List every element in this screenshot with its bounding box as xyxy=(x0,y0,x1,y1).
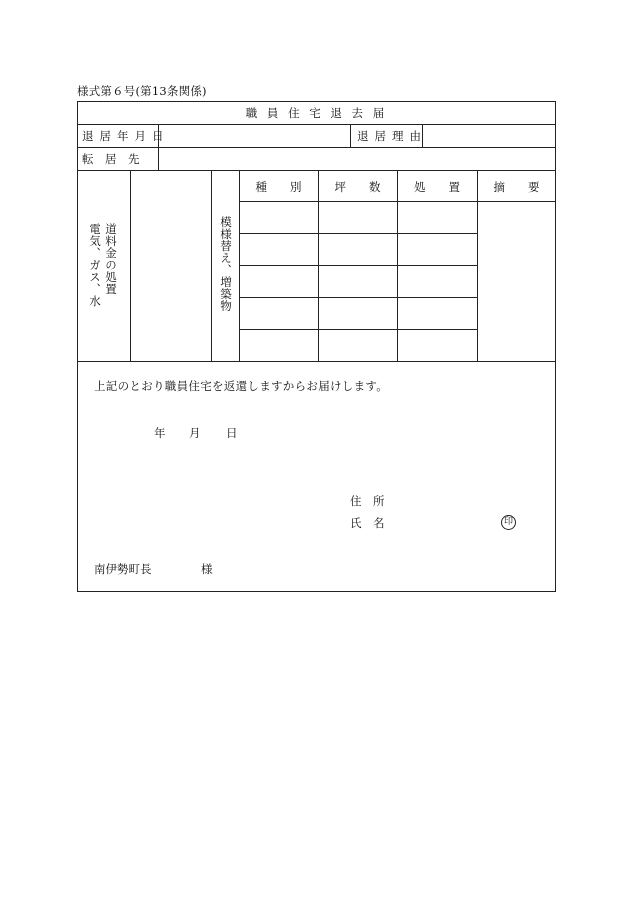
utilities-label-line1: 道料金の処置 xyxy=(104,223,118,295)
move-out-date-field[interactable] xyxy=(160,126,348,145)
divider xyxy=(239,233,477,234)
divider xyxy=(239,329,477,330)
divider xyxy=(77,147,556,148)
form-number-label: 様式第６号(第13条関係) xyxy=(77,84,207,98)
utilities-label-line2: 電気、ガス、水 xyxy=(88,223,102,307)
divider xyxy=(211,170,212,361)
move-out-reason-label: 退居理由 xyxy=(357,129,427,143)
divider xyxy=(239,170,240,361)
header-area: 坪 数 xyxy=(334,180,381,194)
header-type: 種 別 xyxy=(255,180,302,194)
divider xyxy=(130,170,131,361)
seal-mark: 印 xyxy=(501,515,516,530)
modifications-label: 模様替え、増築物 xyxy=(219,216,233,312)
date-year: 年 xyxy=(154,426,166,440)
divider xyxy=(477,170,478,361)
applicant-name-label: 氏 名 xyxy=(350,516,385,530)
divider xyxy=(77,361,556,362)
divider xyxy=(239,265,477,266)
date-day: 日 xyxy=(226,426,238,440)
header-action: 処 置 xyxy=(414,180,460,194)
declaration-text: 上記のとおり職員住宅を返還しますからお届けします。 xyxy=(94,379,389,393)
divider xyxy=(77,124,556,125)
addressee-name: 南伊勢町長 xyxy=(94,562,152,576)
new-address-field[interactable] xyxy=(160,149,554,168)
header-remarks: 摘 要 xyxy=(493,180,540,194)
addressee-honorific: 様 xyxy=(201,562,213,576)
divider xyxy=(318,170,319,361)
divider xyxy=(239,297,477,298)
new-address-label: 転 居 先 xyxy=(82,152,140,166)
utilities-field[interactable] xyxy=(132,172,209,359)
date-month: 月 xyxy=(189,426,201,440)
form-title: 職 員 住 宅 退 去 届 xyxy=(245,106,388,120)
divider xyxy=(397,170,398,361)
applicant-address-label: 住 所 xyxy=(350,494,385,508)
move-out-reason-field[interactable] xyxy=(424,126,554,145)
divider xyxy=(350,124,351,147)
divider xyxy=(77,170,556,171)
move-out-date-label: 退居年月日 xyxy=(82,129,170,143)
